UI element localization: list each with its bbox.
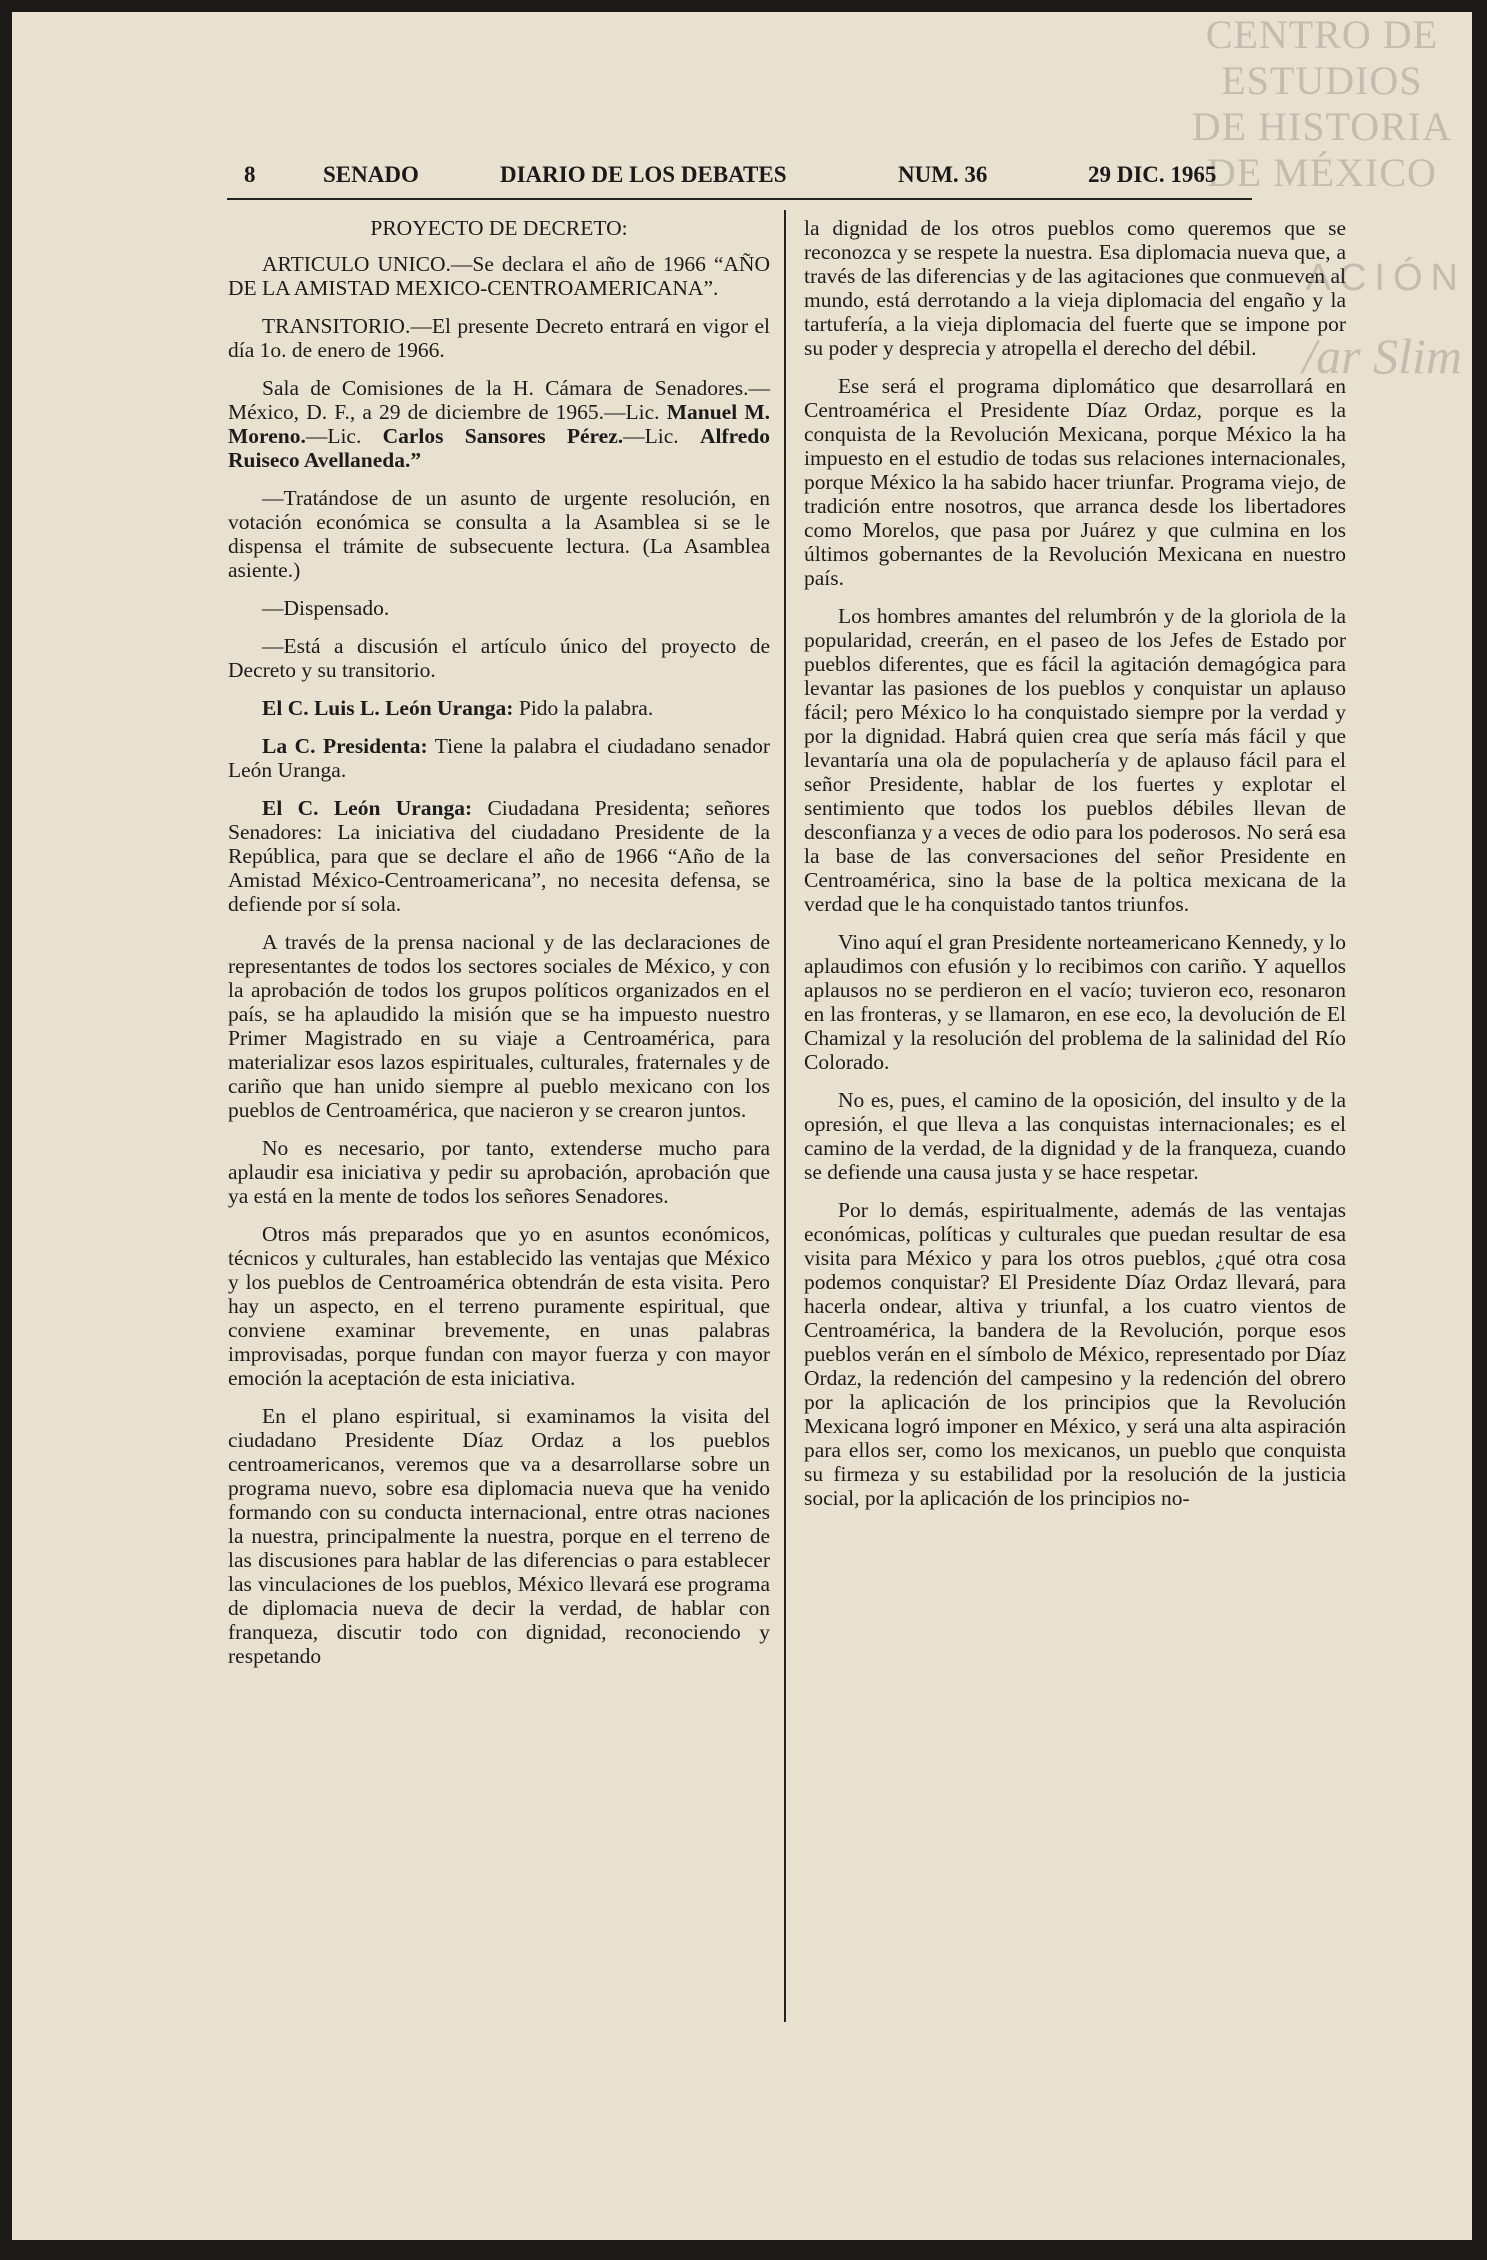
page-number: 8	[244, 162, 256, 187]
column-divider	[784, 210, 786, 2022]
left-column	[228, 216, 770, 1682]
paragraph: la dignidad de los otros pueblos como queremos que se reconozca y se respete la nuestra. Esa diplomacia nueva que, a través de las diferencias y de las agitaciones que conmueven al mundo, está derrotando a la vieja diplomacia del engaño y la tartufería, a la vieja diplomacia del fuerte que se impone por su poder y desprecia y atropella el derecho del débil.	[804, 216, 1346, 360]
paragraph: Ese será el programa diplomático que desarrollará en Centroamérica el Presidente Díaz Ordaz, porque es la conquista de la Revolución Mexicana, porque México la ha impuesto en el estudio de todas sus relaciones internacionales, porque México la ha sabido hacer triunfar. Programa viejo, de tradición entre nosotros, que arranca desde los libertadores como Morelos, que pasa por Juárez y que culmina en los últimos gobernantes de la Revolución Mexicana en nuestro país.	[804, 374, 1346, 590]
watermark-line: DE HISTORIA	[1191, 104, 1452, 149]
paragraph: En el plano espiritual, si examinamos la visita del ciudadano Presidente Díaz Ordaz a los pueblos centroamericanos, veremos que va a desarrollarse sobre un programa nuevo, sobre esa diplomacia nueva que ha venido formando con su conducta internacional, entre otras naciones la nuestra, principalmente la nuestra, porque en el terreno de las discusiones para hablar de las diferencias o para establecer las vinculaciones de los pueblos, México llevará ese programa de diplomacia nueva de decir la verdad, de hablar con franqueza, discutir todo con dignidad, reconociendo y respetando	[228, 1404, 770, 1668]
running-header	[228, 158, 1248, 192]
paragraph: Por lo demás, espiritualmente, además de las ventajas económicas, políticas y culturales que puedan resultar de esa visita para México y para los otros pueblos, ¿qué otra cosa podemos conquistar? El Presidente Díaz Ordaz llevará, para hacerla ondear, altiva y triunfal, a los cuatro vientos de Centroamérica, la bandera de la Revolución, porque esos pueblos verán en el símbolo de México, representado por Díaz Ordaz, la redención del campesino y la redención del obrero por la aplicación de los principios que la Revolución Mexicana logró imponer en México, y será una alta aspiración para ellos ser, como los mexicanos, un pueblo que conquista su firmeza y su estabilidad por la resolución de la justicia social, por la aplicación de los principios no-	[804, 1198, 1346, 1510]
paragraph: Los hombres amantes del relumbrón y de la gloriola de la popularidad, creerán, en el paseo de los Jefes de Estado por pueblos diferentes, que es fácil la agitación demagógica para levantar las pasiones de los pueblos y conquistar un aplauso fácil; pero México lo ha conquistado siempre por la verdad y por la dignidad. Habrá quien crea que sería más fácil y que levantaría una ola de populachería y de aplauso fácil para el señor Presidente, hablar de los fuertes y explotar el sentimiento que todos los pueblos débiles llevan de desconfianza y a veces de odio para los poderosos. No será esa la base de las conversaciones del señor Presidente en Centroamérica, sino la base de la poltica mexicana de la verdad que le ha conquistado tantos triunfos.	[804, 604, 1346, 916]
paragraph: No es, pues, el camino de la oposición, del insulto y de la opresión, el que lleva a las conquistas internacionales; es el camino de la verdad, de la dignidad y de la franqueza, cuando se defiende una causa justa y se hace respetar.	[804, 1088, 1346, 1184]
paragraph: Vino aquí el gran Presidente norteamericano Kennedy, y lo aplaudimos con efusión y lo recibimos con cariño. Y aquellos aplausos no se perdieron en el vacío; tuvieron eco, resonaron en las fronteras, y se llamaron, en ese eco, la devolución de El Chamizal y la resolución del problema de la salinidad del Río Colorado.	[804, 930, 1346, 1074]
paragraph: No es necesario, por tanto, extenderse mucho para aplaudir esa iniciativa y pedir su aprobación, aprobación que ya está en la mente de todos los señores Senadores.	[228, 1136, 770, 1208]
paragraph: —Dispensado.	[262, 596, 390, 620]
right-column	[804, 216, 1346, 1524]
issue-number: NUM. 36	[898, 162, 988, 187]
paragraph: A través de la prensa nacional y de las declaraciones de representantes de todos los sectores sociales de México, y con la aprobación de todos los grupos políticos organizados en el país, se ha aplaudido la misión que se ha impuesto nuestro Primer Magistrado en su viaje a Centroamérica, para materializar esos lazos espirituales, culturales, fraternales y de cariño que han unido siempre al pueblo mexicano con los pueblos de Centroamérica, que nacieron y se crearon juntos.	[228, 930, 770, 1122]
watermark-fragment: ACIÓN	[1305, 257, 1466, 299]
header-rule	[227, 198, 1252, 200]
paragraph: El C. Luis L. León Uranga: Pido la palabra.	[262, 696, 654, 720]
paragraph: —Tratándose de un asunto de urgente resolución, en votación económica se consulta a la Asamblea si se le dispensa el trámite de subsecuente lectura. (La Asamblea asiente.)	[228, 486, 770, 582]
section-heading: PROYECTO DE DECRETO:	[370, 216, 628, 240]
paragraph: ARTICULO UNICO.—Se declara el año de 1966 “AÑO DE LA AMISTAD MEXICO-CENTROAMERICANA”.	[228, 252, 770, 300]
signatory-name: Alfredo Ruiseco Avellaneda.”	[228, 424, 771, 472]
chamber-name: SENADO	[323, 162, 419, 187]
paragraph: El C. León Uranga: Ciudadana Presidenta; señores Senadores: La iniciativa del ciudadano Presidente de la República, para que se declare el año de 1966 “Año de la Amistad México-Centroamericana”, no necesita defensa, se defiende por sí sola.	[228, 796, 770, 916]
watermark-line: CENTRO DE	[1205, 12, 1439, 57]
watermark-line: ESTUDIOS	[1221, 58, 1423, 103]
paragraph: —Está a discusión el artículo único del proyecto de Decreto y su transitorio.	[228, 634, 770, 682]
signatory-name: Manuel M. Moreno.	[228, 400, 770, 448]
issue-date: 29 DIC. 1965	[1088, 162, 1217, 187]
speaker-name: La C. Presidenta:	[262, 734, 428, 758]
watermark-line: DE MÉXICO	[1206, 150, 1437, 195]
paragraph: Otros más preparados que yo en asuntos económicos, técnicos y culturales, han establecido las ventajas que México y los pueblos de Centroamérica obtendrán de esta visita. Pero hay un aspecto, en el terreno puramente espiritual, que conviene examinar brevemente, en unas palabras improvisadas, porque fundan con mayor fuerza y con mayor emoción la aceptación de esta iniciativa.	[228, 1222, 770, 1390]
speaker-name: El C. León Uranga:	[262, 796, 473, 820]
signatory-name: Carlos Sansores Pérez.	[382, 424, 624, 448]
paragraph: TRANSITORIO.—El presente Decreto entrará en vigor el día 1o. de enero de 1966.	[228, 314, 770, 362]
speaker-name: El C. Luis L. León Uranga:	[262, 696, 514, 720]
paragraph: Sala de Comisiones de la H. Cámara de Senadores.—México, D. F., a 29 de diciembre de 1965.—Lic. Manuel M. Moreno.—Lic. Carlos Sansores Pérez.—Lic. Alfredo Ruiseco Avellaneda.”	[228, 376, 771, 472]
paragraph: La C. Presidenta: Tiene la palabra el ciudadano senador León Uranga.	[228, 734, 770, 782]
document-page	[12, 12, 1472, 2240]
watermark-signature: /ar Slim	[1302, 328, 1462, 384]
journal-title: DIARIO DE LOS DEBATES	[500, 162, 787, 187]
